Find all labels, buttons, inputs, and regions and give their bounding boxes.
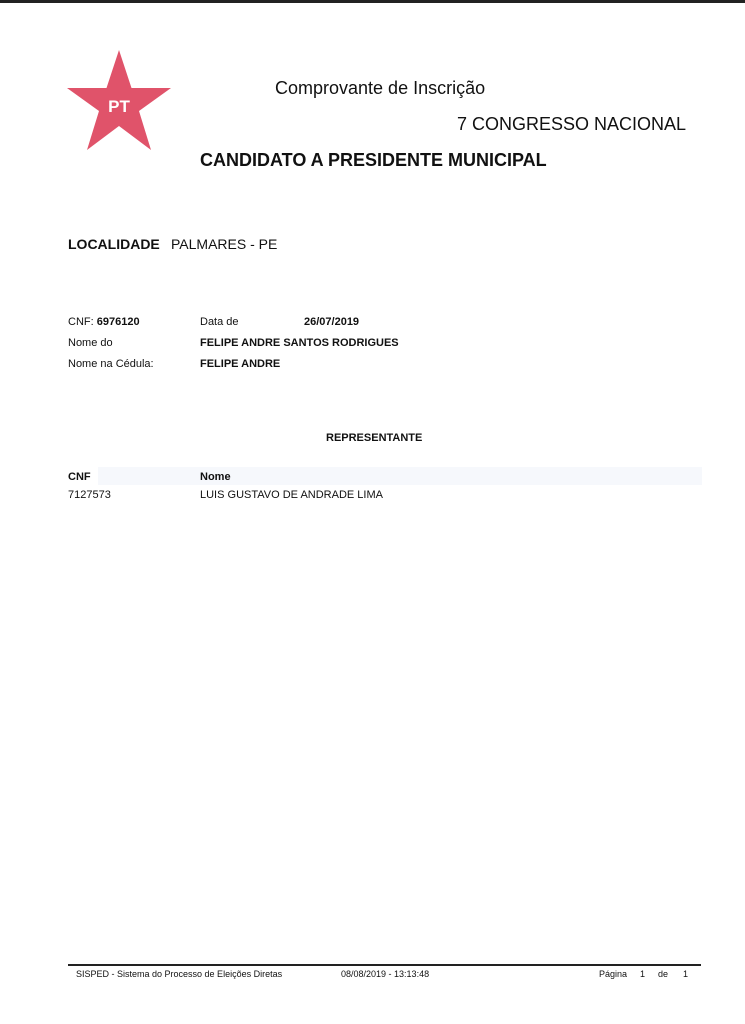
footer-page-number: 1 [640,969,646,979]
locality-value: PALMARES - PE [171,236,278,252]
locality-label: LOCALIDADE [68,236,160,252]
name-label: Nome do [68,337,113,349]
footer-page-total: 1 [683,969,689,979]
date-value: 26/07/2019 [304,316,360,328]
ballot-name-label: Nome na Cédula: [68,358,154,370]
footer-divider [68,964,701,966]
rep-name-value: LUIS GUSTAVO DE ANDRADE LIMA [200,489,383,501]
top-border [0,0,745,3]
logo-text: PT [108,97,130,116]
document-title: Comprovante de Inscrição [275,78,486,98]
representative-header-band [98,467,702,485]
cnf-label: CNF: [68,316,94,328]
rep-col-cnf: CNF [68,471,91,483]
congress-title: 7 CONGRESSO NACIONAL [457,114,687,134]
representative-title: REPRESENTANTE [326,432,423,444]
date-label: Data de [200,316,239,328]
footer-system: SISPED - Sistema do Processo de Eleições Diretas [76,969,283,979]
cnf-row [68,316,140,328]
footer-of-label: de [658,969,669,979]
footer-datetime: 08/08/2019 - 13:13:48 [341,969,430,979]
name-value: FELIPE ANDRE SANTOS RODRIGUES [200,337,399,349]
ballot-name-value: FELIPE ANDRE [200,358,281,370]
rep-col-name: Nome [200,471,231,483]
candidacy-title: CANDIDATO A PRESIDENTE MUNICIPAL [200,150,547,170]
cnf-value: 6976120 [96,316,140,328]
footer-page-label: Página [599,969,628,979]
rep-cnf-value: 7127573 [68,489,111,501]
pt-star-logo-icon [66,50,172,150]
